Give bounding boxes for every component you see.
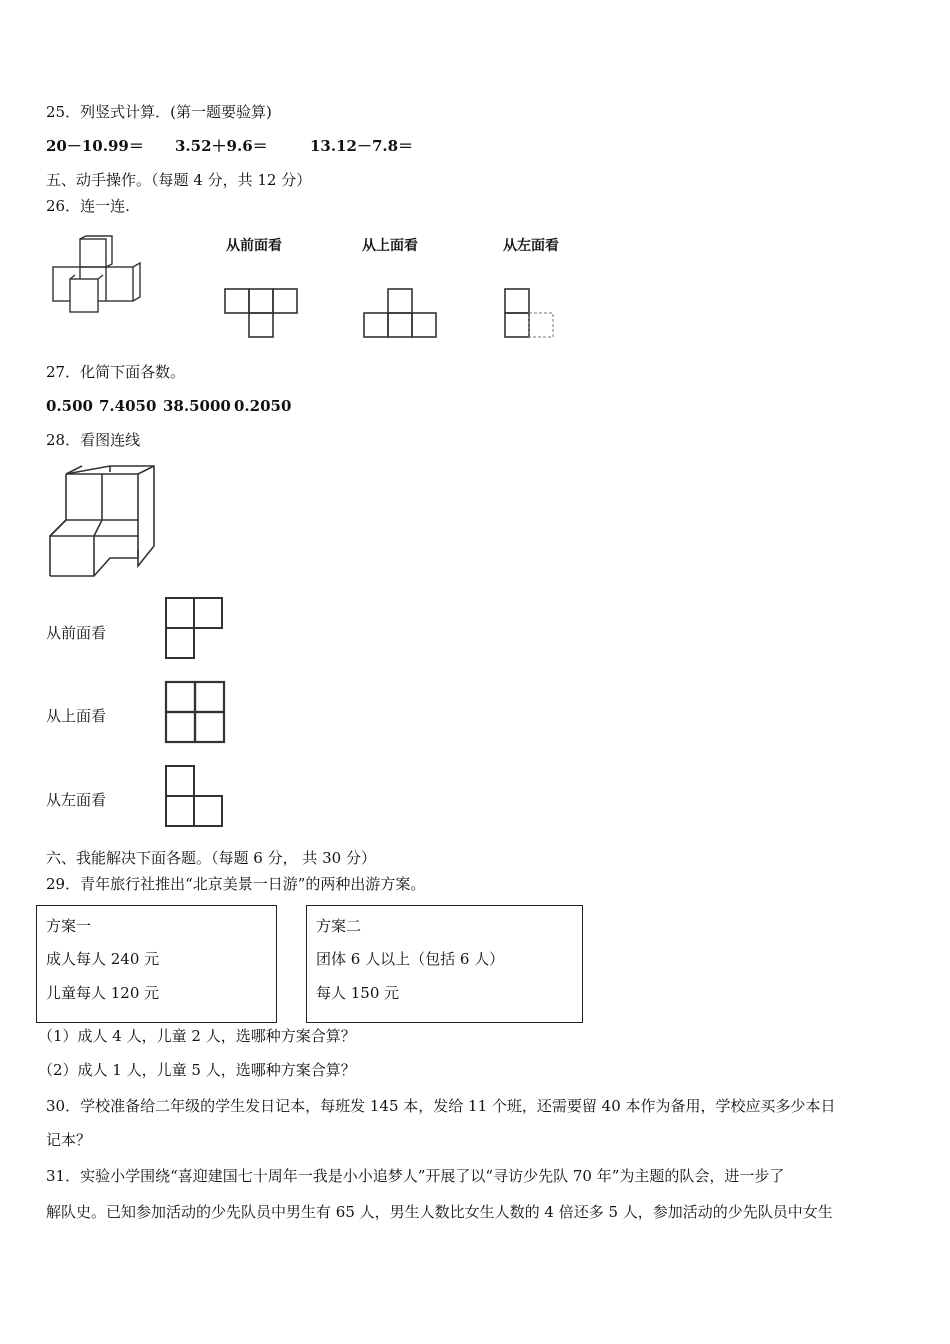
q28-title: 28．看图连线 — [46, 431, 141, 449]
q28-left-view-shape — [164, 764, 226, 830]
section5-title: 五、动手操作。（每题 4 分，共 12 分） — [46, 171, 312, 189]
plan2-group-condition: 团体 6 人以上（包括 6 人） — [316, 950, 505, 968]
q25-item-2: 3.52＋9.6＝ — [175, 137, 268, 155]
plan1-box — [36, 905, 277, 1023]
plan1-adult-price: 成人每人 240 元 — [46, 950, 160, 968]
q28-solid-figure — [44, 462, 164, 582]
q28-front-view-shape — [164, 596, 226, 662]
plan2-box — [306, 905, 583, 1023]
plan2-title: 方案二 — [316, 917, 362, 935]
q29-title: 29．青年旅行社推出“北京美景一日游”的两种出游方案。 — [46, 875, 426, 893]
plan1-title: 方案一 — [46, 917, 92, 935]
q26-left-view-shape — [503, 288, 559, 342]
q28-view-label-front: 从前面看 — [46, 624, 107, 642]
plan1-child-price: 儿童每人 120 元 — [46, 984, 160, 1002]
q26-front-view-shape — [224, 288, 304, 342]
q28-view-label-left: 从左面看 — [46, 791, 107, 809]
q27-title: 27．化简下面各数。 — [46, 363, 186, 381]
q26-title: 26．连一连. — [46, 197, 130, 215]
q27-number-4: 0.2050 — [234, 397, 292, 415]
q26-view-label-front: 从前面看 — [226, 238, 282, 254]
q30-line-1: 30．学校准备给二年级的学生发日记本，每班发 145 本，发给 11 个班，还需要留 40 本作为备用，学校应买多少本日 — [46, 1097, 836, 1115]
q29-sub-question-2: （2）成人 1 人，儿童 5 人，选哪种方案合算？ — [38, 1061, 356, 1079]
plan2-price: 每人 150 元 — [316, 984, 400, 1002]
q26-solid-figure — [48, 236, 148, 316]
q29-sub-question-1: （1）成人 4 人，儿童 2 人，选哪种方案合算？ — [38, 1027, 356, 1045]
q25-item-3: 13.12－7.8＝ — [310, 137, 414, 155]
q31-line-1: 31．实验小学围绕“喜迎建国七十周年一我是小小追梦人”开展了以“寻访少先队 70 年”为主题的队会，进一步了 — [46, 1167, 785, 1185]
q26-view-label-left: 从左面看 — [503, 238, 559, 254]
q25-item-1: 20－10.99＝ — [46, 137, 144, 155]
q30-line-2: 记本？ — [46, 1131, 92, 1149]
q25-title: 25．列竖式计算．(第一题要验算) — [46, 103, 272, 121]
q31-line-2: 解队史。已知参加活动的少先队员中男生有 65 人，男生人数比女生人数的 4 倍还多 5 人，参加活动的少先队员中女生 — [46, 1203, 833, 1221]
q28-top-view-shape — [164, 680, 228, 746]
q27-number-3: 38.5000 — [163, 397, 231, 415]
q27-number-1: 0.500 — [46, 397, 93, 415]
section6-title: 六、我能解决下面各题。（每题 6 分， 共 30 分） — [46, 849, 376, 867]
q28-view-label-top: 从上面看 — [46, 707, 107, 725]
q27-number-2: 7.4050 — [99, 397, 157, 415]
q26-top-view-shape — [362, 288, 442, 342]
q26-view-label-top: 从上面看 — [362, 238, 418, 254]
